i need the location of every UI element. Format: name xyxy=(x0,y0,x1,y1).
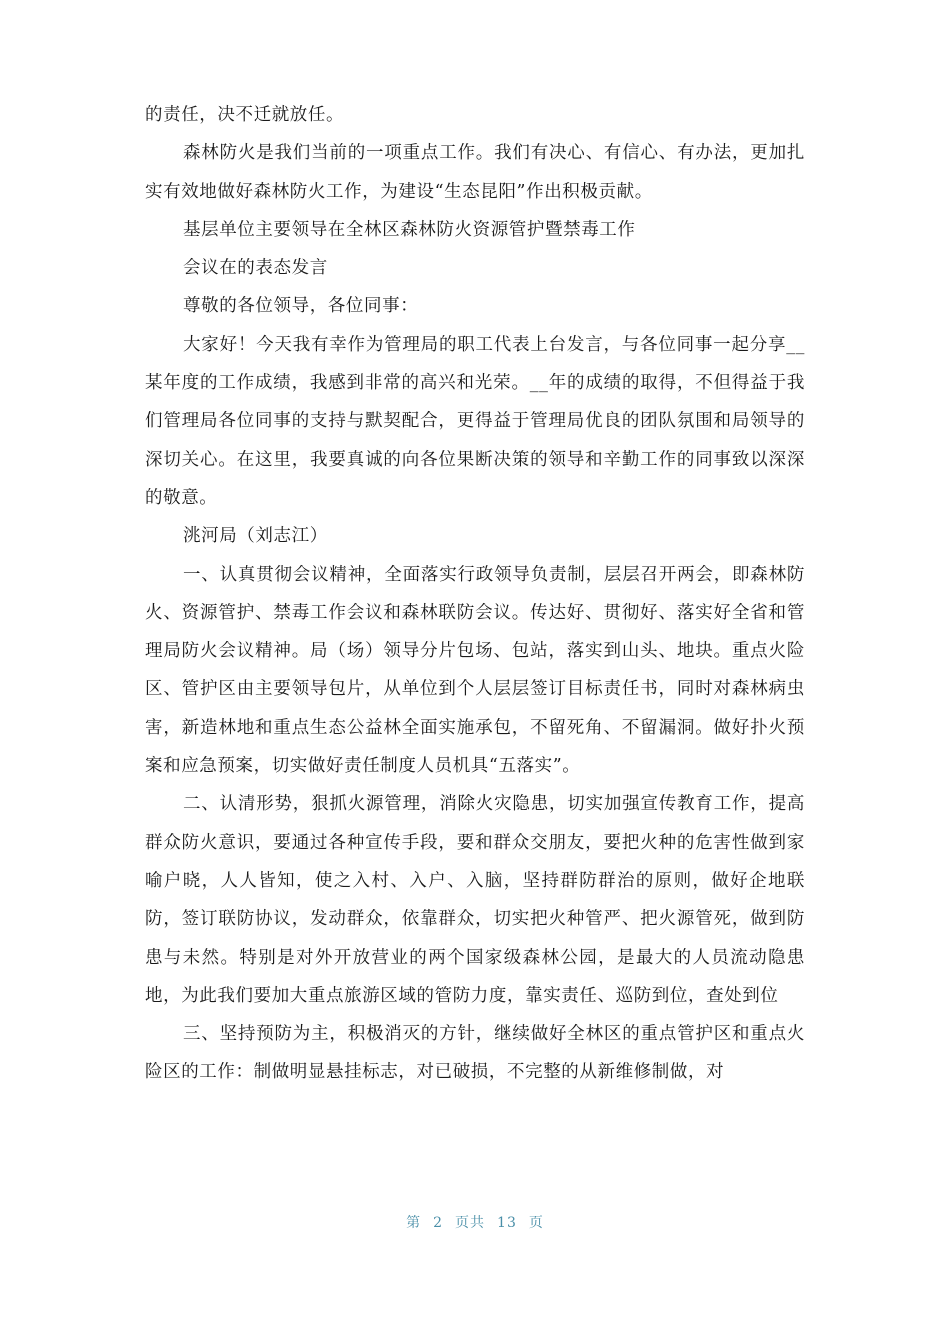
paragraph-2: 森林防火是我们当前的一项重点工作。我们有决心、有信心、有办法，更加扎实有效地做好森林防火工作，为建设“生态昆阳”作出积极贡献。 xyxy=(145,143,805,202)
paragraph-5: 尊敬的各位领导，各位同事： xyxy=(183,296,419,317)
page-footer xyxy=(0,1212,950,1232)
paragraph-4: 会议在的表态发言 xyxy=(183,258,328,279)
paragraph-10: 三、坚持预防为主，积极消灭的方针，继续做好全林区的重点管护区和重点火险区的工作：制做明显悬挂标志，对已破损，不完整的从新维修制做，对 xyxy=(145,1024,805,1083)
paragraph-6: 大家好！今天我有幸作为管理局的职工代表上台发言，与各位同事一起分享__某年度的工作成绩，我感到非常的高兴和光荣。__年的成绩的取得，不但得益于我们管理局各位同事的支持与默契配合，更得益于管理局优良的团队氛围和局领导的深切关心。在这里，我要真诚的向各位果断决策的领导和辛勤工作的同事致以深深的敬意。 xyxy=(145,334,805,508)
footer-label-of: 页共 xyxy=(455,1215,486,1231)
document-page xyxy=(145,96,805,1092)
footer-current-page: 2 xyxy=(433,1215,444,1231)
paragraph-7: 洮河局（刘志江） xyxy=(183,526,328,547)
paragraph-8: 一、认真贯彻会议精神，全面落实行政领导负责制，层层召开两会，即森林防火、资源管护、禁毒工作会议和森林联防会议。传达好、贯彻好、落实好全省和管理局防火会议精神。局（场）领导分片包场、包站，落实到山头、地块。重点火险区、管护区由主要领导包片，从单位到个人层层签订目标责任书，同时对森林病虫害，新造林地和重点生态公益林全面实施承包，不留死角、不留漏洞。做好扑火预案和应急预案，切实做好责任制度人员机具“五落实”。 xyxy=(145,564,805,777)
footer-label-page: 第 xyxy=(406,1215,422,1231)
paragraph-9: 二、认清形势，狠抓火源管理，消除火灾隐患，切实加强宣传教育工作，提高群众防火意识，要通过各种宣传手段，要和群众交朋友，要把火种的危害性做到家喻户晓，人人皆知，使之入村、入户、入脑，坚持群防群治的原则，做好企地联防，签订联防协议，发动群众，依靠群众，切实把火种管严、把火源管死，做到防患与未然。特别是对外开放营业的两个国家级森林公园，是最大的人员流动隐患地，为此我们要加大重点旅游区域的管防力度，靠实责任、巡防到位，查处到位 xyxy=(145,794,805,1006)
footer-total-pages: 13 xyxy=(497,1215,517,1231)
footer-label-end: 页 xyxy=(528,1215,544,1231)
paragraph-3: 基层单位主要领导在全林区森林防火资源管护暨禁毒工作 xyxy=(183,219,636,240)
paragraph-1: 的责任，决不迁就放任。 xyxy=(145,105,345,125)
